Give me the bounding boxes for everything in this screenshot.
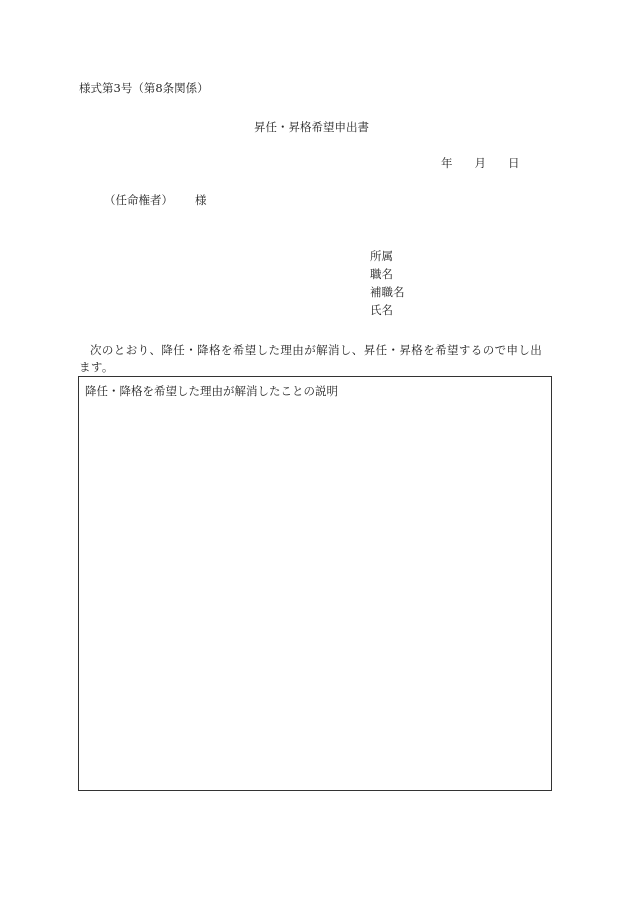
statement-text: 次のとおり、降任・降格を希望した理由が解消し、昇任・昇格を希望するので申し出ます。 xyxy=(79,343,543,374)
date-day-label: 日 xyxy=(508,156,520,170)
date-line xyxy=(441,158,520,170)
honorific-label: 様 xyxy=(195,193,207,207)
document-title: 昇任・昇格希望申出書 xyxy=(254,120,369,134)
date-year-label: 年 xyxy=(441,156,453,170)
explanation-box-label: 降任・降格を希望した理由が解消したことの説明 xyxy=(85,384,338,398)
assigned-post-label: 補職名 xyxy=(370,285,405,299)
affiliation-label: 所属 xyxy=(370,249,393,263)
date-month-label: 月 xyxy=(474,156,486,170)
addressee-line xyxy=(104,195,207,207)
applicant-info xyxy=(370,250,405,322)
full-name-label: 氏名 xyxy=(370,303,393,317)
form-number: 様式第3号（第8条関係） xyxy=(79,81,209,95)
explanation-box[interactable] xyxy=(78,376,552,791)
job-title-label: 職名 xyxy=(370,267,393,281)
appointing-authority-label: （任命権者） xyxy=(104,193,173,207)
